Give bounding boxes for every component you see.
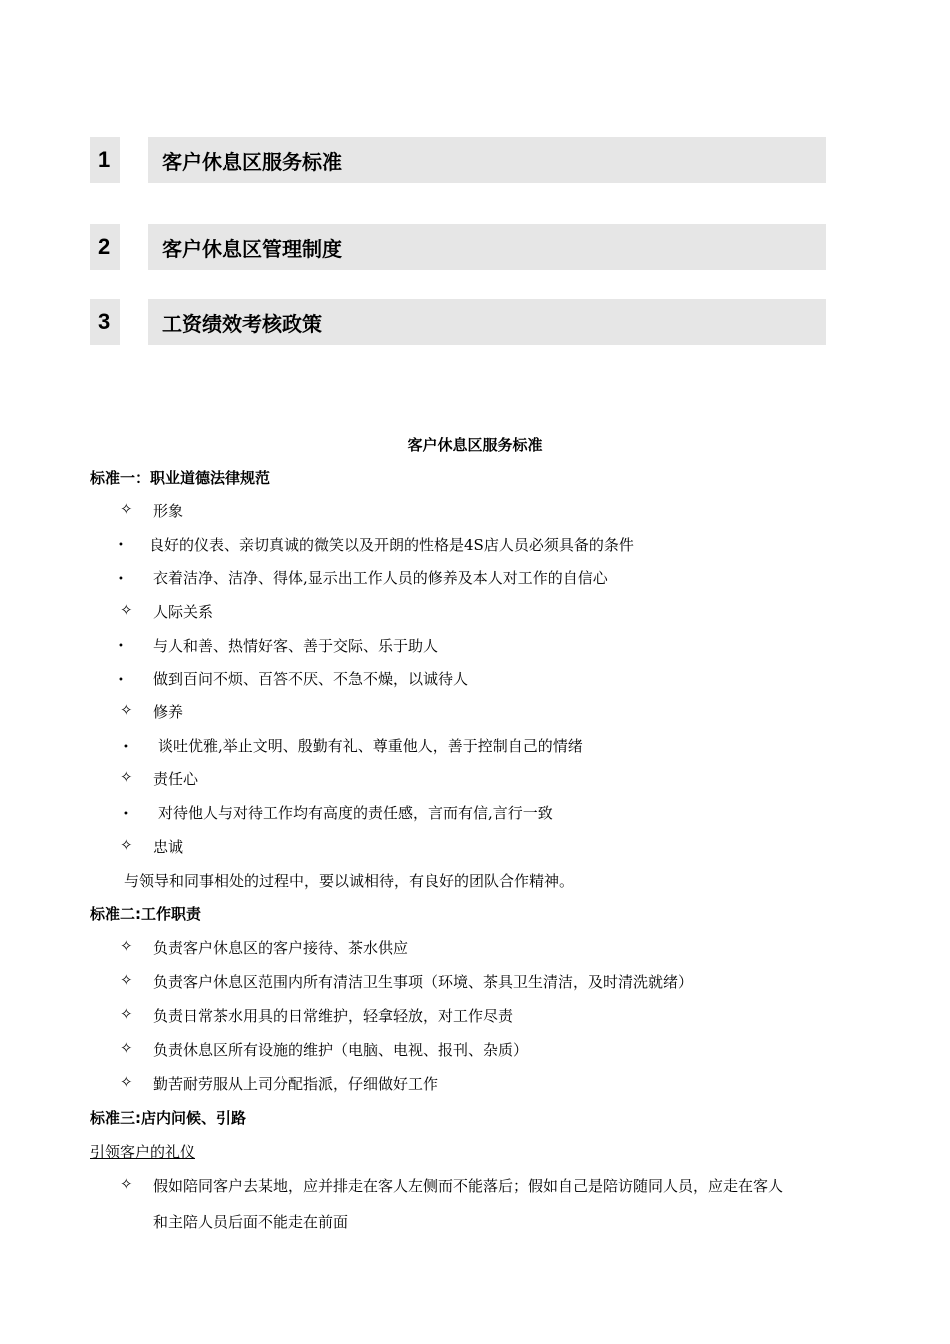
diamond-bullet-icon: ✧ <box>120 1175 133 1193</box>
document-title: 客户休息区服务标准 <box>407 436 543 454</box>
dot-bullet-icon: • <box>118 675 124 686</box>
section-heading-2: 标准二:工作职责 <box>90 905 201 923</box>
section-heading-3: 标准三:店内问候、引路 <box>90 1109 246 1127</box>
list-item: 对待他人与对待工作均有高度的责任感，言而有信,言行一致 <box>158 804 553 822</box>
list-item: 衣着洁净、洁净、得体,显示出工作人员的修养及本人对工作的自信心 <box>153 569 608 587</box>
list-item-continuation: 和主陪人员后面不能走在前面 <box>153 1213 349 1231</box>
diamond-bullet-icon: ✧ <box>120 1005 133 1023</box>
diamond-bullet-icon: ✧ <box>120 768 133 786</box>
list-item: 谈吐优雅,举止文明、殷勤有礼、尊重他人，善于控制自己的情绪 <box>158 737 583 755</box>
dot-bullet-icon: • <box>118 540 124 551</box>
list-item: 形象 <box>153 502 184 520</box>
list-item: 勤苦耐劳服从上司分配指派，仔细做好工作 <box>153 1075 439 1093</box>
list-item: 假如陪同客户去某地，应并排走在客人左侧而不能落后；假如自己是陪访随同人员，应走在客人 <box>153 1177 784 1195</box>
list-item: 人际关系 <box>153 603 214 621</box>
list-item: 负责日常茶水用具的日常维护，轻拿轻放，对工作尽责 <box>153 1007 514 1025</box>
diamond-bullet-icon: ✧ <box>120 937 133 955</box>
list-item: 做到百问不烦、百答不厌、不急不燥，以诚待人 <box>153 670 469 688</box>
diamond-bullet-icon: ✧ <box>120 971 133 989</box>
diamond-bullet-icon: ✧ <box>120 1073 133 1091</box>
list-item: 负责客户休息区的客户接待、茶水供应 <box>153 939 409 957</box>
dot-bullet-icon: • <box>118 574 124 585</box>
list-item: 忠诚 <box>153 838 184 856</box>
toc-number: 2 <box>90 224 120 270</box>
diamond-bullet-icon: ✧ <box>120 601 133 619</box>
toc-number: 1 <box>90 137 120 183</box>
list-item: 负责客户休息区范围内所有清洁卫生事项（环境、茶具卫生清洁，及时清洗就绪） <box>153 973 694 991</box>
list-item: 负责休息区所有设施的维护（电脑、电视、报刊、杂质） <box>153 1041 529 1059</box>
list-item: 修养 <box>153 703 184 721</box>
dot-bullet-icon: • <box>118 641 124 652</box>
section-heading-1: 标准一：职业道德法律规范 <box>90 469 271 487</box>
list-item: 与人和善、热情好客、善于交际、乐于助人 <box>153 637 439 655</box>
toc-title: 客户休息区服务标准 <box>148 137 826 183</box>
toc-number: 3 <box>90 299 120 345</box>
list-item: 责任心 <box>153 770 199 788</box>
toc-title: 工资绩效考核政策 <box>148 299 826 345</box>
diamond-bullet-icon: ✧ <box>120 500 133 518</box>
subheading: 引领客户的礼仪 <box>90 1143 196 1161</box>
toc-title: 客户休息区管理制度 <box>148 224 826 270</box>
dot-bullet-icon: • <box>123 809 129 820</box>
diamond-bullet-icon: ✧ <box>120 836 133 854</box>
diamond-bullet-icon: ✧ <box>120 701 133 719</box>
diamond-bullet-icon: ✧ <box>120 1039 133 1057</box>
paragraph: 与领导和同事相处的过程中，要以诚相待，有良好的团队合作精神。 <box>124 872 575 890</box>
dot-bullet-icon: • <box>123 742 129 753</box>
list-item: 良好的仪表、亲切真诚的微笑以及开朗的性格是4S店人员必须具备的条件 <box>149 536 634 554</box>
